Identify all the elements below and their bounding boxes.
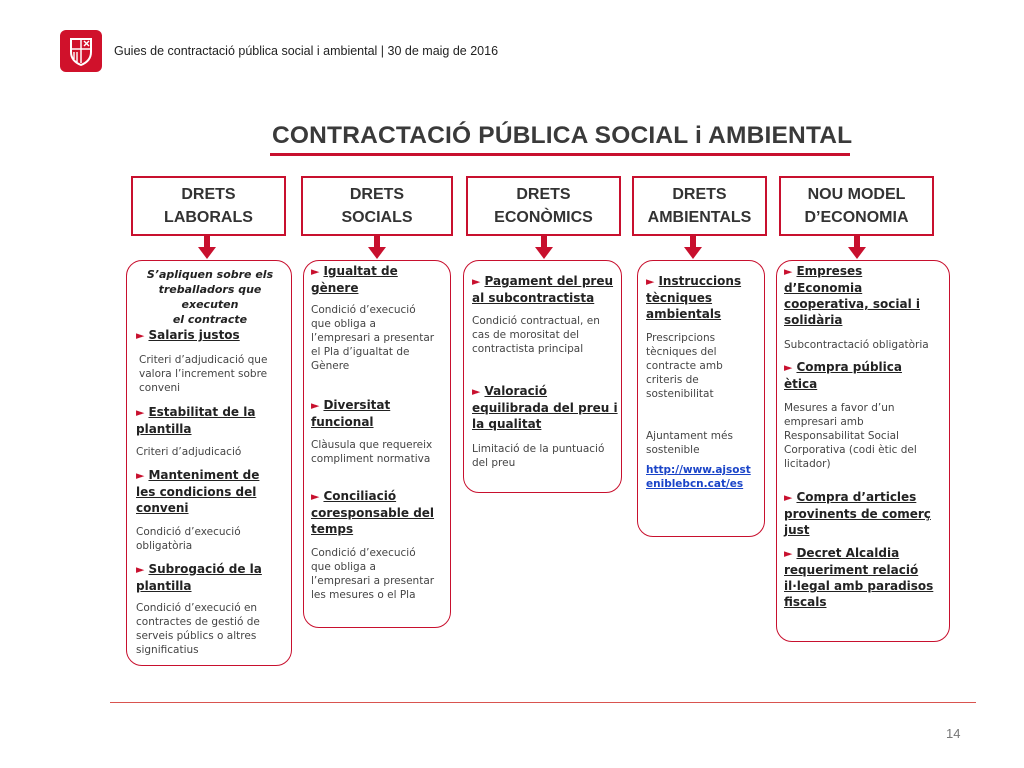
diagram-title: CONTRACTACIÓ PÚBLICA SOCIAL i AMBIENTAL (272, 122, 853, 149)
triangle-bullet-icon: ► (784, 491, 793, 504)
column-header-nou-model-economia: NOU MODEL D’ECONOMIA (779, 176, 934, 236)
column-header-drets-ambientals: DRETS AMBIENTALS (632, 176, 767, 236)
title-underline (270, 153, 850, 156)
list-item-title: ► Manteniment de les condicions del conveni (136, 468, 260, 515)
list-item-title: ► Estabilitat de la plantilla (136, 405, 256, 436)
list-item-desc: Limitació de la puntuació del preu (472, 443, 605, 469)
triangle-bullet-icon: ► (136, 406, 145, 419)
panel-nou-model-economia (776, 260, 950, 642)
list-item-desc: Subcontractació obligatòria (784, 339, 929, 351)
ajuntament-logo (60, 30, 102, 72)
triangle-bullet-icon: ► (311, 265, 320, 278)
list-item-desc: Condició contractual, en cas de morositat del contractista principal (472, 315, 600, 355)
column-header-drets-laborals: DRETS LABORALS (131, 176, 286, 236)
down-arrow-icon (684, 236, 702, 260)
header-title: Guies de contractació pública social i ambiental | 30 de maig de 2016 (114, 44, 499, 58)
list-item-title: ► Valoració equilibrada del preu i la qualitat (472, 384, 618, 431)
triangle-bullet-icon: ► (311, 490, 320, 503)
panel-intro: S’apliquen sobre els treballadors que executen el contracte (146, 268, 274, 326)
extra-note: Ajuntament més sostenible (646, 430, 733, 456)
panel-drets-ambientals (637, 260, 765, 537)
footer-divider (110, 702, 976, 703)
triangle-bullet-icon: ► (136, 469, 145, 482)
panel-drets-economics (463, 260, 622, 493)
down-arrow-icon (535, 236, 553, 260)
list-item-desc: Condició d’execució que obliga a l’empresari a presentar les mesures o el Pla (311, 547, 435, 601)
triangle-bullet-icon: ► (646, 275, 655, 288)
down-arrow-icon (198, 236, 216, 260)
list-item-title: ► Conciliació coresponsable del temps (311, 489, 435, 536)
list-item-desc: Condició d’execució en contractes de gestió de serveis públics o altres significatius (136, 602, 260, 656)
list-item-title: ► Diversitat funcional (311, 398, 391, 429)
panel-drets-laborals (126, 260, 292, 666)
list-item-title: ► Instruccions tècniques ambientals (646, 274, 742, 321)
down-arrow-icon (848, 236, 866, 260)
triangle-bullet-icon: ► (472, 275, 481, 288)
column-header-drets-economics: DRETS ECONÒMICS (466, 176, 621, 236)
list-item-title: ► Salaris justos (136, 328, 240, 342)
down-arrow-icon (368, 236, 386, 260)
triangle-bullet-icon: ► (136, 563, 145, 576)
list-item-title: ► Pagament del preu al subcontractista (472, 274, 614, 305)
barcelona-shield-icon (68, 36, 94, 66)
list-item-desc: Condició d’execució que obliga a l’empresari a presentar el Pla d’igualtat de Gènere (311, 304, 435, 372)
page-number: 14 (946, 726, 961, 741)
triangle-bullet-icon: ► (472, 385, 481, 398)
list-item-desc: Criteri d’adjudicació (136, 446, 242, 458)
panel-drets-socials (303, 260, 451, 628)
list-item-desc: Clàusula que requereix compliment normativa (311, 439, 433, 465)
triangle-bullet-icon: ► (784, 547, 793, 560)
list-item-title: ► Empreses d’Economia cooperativa, social i solidària (784, 264, 920, 327)
ajuntament-sostenible-link[interactable]: http://www.ajsost eniblebcn.cat/es (646, 464, 751, 490)
list-item-desc: Prescripcions tècniques del contracte amb criteris de sostenibilitat (646, 332, 723, 400)
list-item-title: ► Decret Alcaldia requeriment relació il·legal amb paradisos fiscals (784, 546, 934, 609)
list-item-desc: Mesures a favor d’un empresari amb Responsabilitat Social Corporativa (codi ètic del licitador) (784, 402, 917, 470)
list-item-desc: Condició d’execució obligatòria (136, 526, 241, 552)
list-item-title: ► Igualtat de gènere (311, 264, 398, 295)
list-item-title: ► Subrogació de la plantilla (136, 562, 262, 593)
triangle-bullet-icon: ► (784, 265, 793, 278)
list-item-title: ► Compra d’articles provinents de comerç just (784, 490, 931, 537)
list-item-desc: Criteri d’adjudicació que valora l’increment sobre conveni (139, 354, 268, 394)
triangle-bullet-icon: ► (784, 361, 793, 374)
list-item-title: ► Compra pública ètica (784, 360, 902, 391)
column-header-drets-socials: DRETS SOCIALS (301, 176, 453, 236)
triangle-bullet-icon: ► (311, 399, 320, 412)
triangle-bullet-icon: ► (136, 329, 145, 342)
